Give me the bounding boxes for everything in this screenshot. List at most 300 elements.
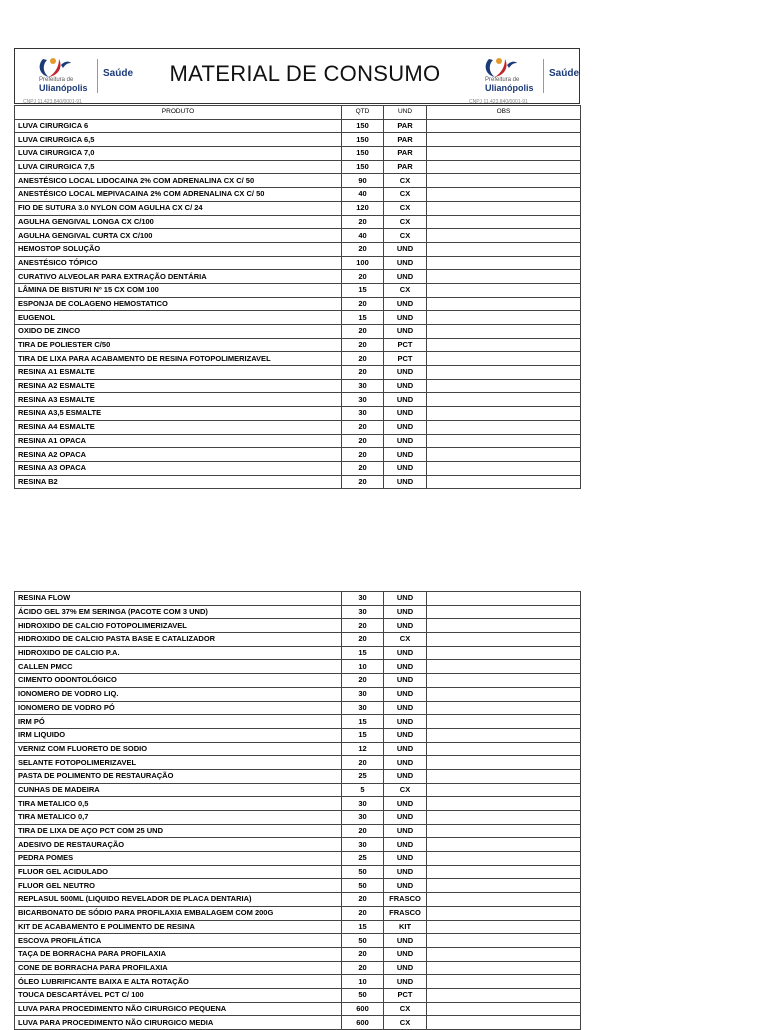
cell-und: UND bbox=[384, 407, 427, 421]
cell-qtd: 20 bbox=[342, 434, 384, 448]
cell-und: UND bbox=[384, 297, 427, 311]
cell-und: UND bbox=[384, 824, 427, 838]
cell-obs bbox=[427, 297, 581, 311]
cell-qtd: 150 bbox=[342, 147, 384, 161]
cell-produto: CALLEN PMCC bbox=[15, 660, 342, 674]
cell-qtd: 20 bbox=[342, 325, 384, 339]
cell-produto: BICARBONATO DE SÓDIO PARA PROFILAXIA EMBALAGEM COM 200G bbox=[15, 906, 342, 920]
cell-und: CX bbox=[384, 1016, 427, 1030]
table-row bbox=[15, 119, 581, 133]
cell-produto: RESINA FLOW bbox=[15, 592, 342, 606]
cell-obs bbox=[427, 975, 581, 989]
table-row bbox=[15, 920, 581, 934]
cell-und: UND bbox=[384, 852, 427, 866]
cell-produto: LUVA PARA PROCEDIMENTO NÃO CIRURGICO PEQUENA bbox=[15, 1002, 342, 1016]
cell-produto: PASTA DE POLIMENTO DE RESTAURAÇÃO bbox=[15, 769, 342, 783]
material-table-1 bbox=[14, 105, 581, 489]
cell-und: UND bbox=[384, 947, 427, 961]
cell-obs bbox=[427, 283, 581, 297]
cell-qtd: 10 bbox=[342, 660, 384, 674]
cell-produto: TIRA DE LIXA PARA ACABAMENTO DE RESINA FOTOPOLIMERIZAVEL bbox=[15, 352, 342, 366]
logo-city: Ulianópolis bbox=[39, 83, 88, 93]
page-title: MATERIAL DE CONSUMO bbox=[169, 61, 441, 86]
cell-obs bbox=[427, 660, 581, 674]
cell-qtd: 30 bbox=[342, 605, 384, 619]
cell-produto: ANESTÉSICO LOCAL LIDOCAINA 2% COM ADRENALINA CX C/ 50 bbox=[15, 174, 342, 188]
cell-qtd: 90 bbox=[342, 174, 384, 188]
cell-qtd: 30 bbox=[342, 379, 384, 393]
table-row bbox=[15, 660, 581, 674]
cell-und: UND bbox=[384, 715, 427, 729]
cell-obs bbox=[427, 256, 581, 270]
cell-produto: OXIDO DE ZINCO bbox=[15, 325, 342, 339]
cell-produto: LUVA CIRURGICA 7,5 bbox=[15, 160, 342, 174]
cell-obs bbox=[427, 961, 581, 975]
table-row bbox=[15, 934, 581, 948]
cell-obs bbox=[427, 934, 581, 948]
cell-qtd: 30 bbox=[342, 811, 384, 825]
cell-produto: HIDROXIDO DE CALCIO PASTA BASE E CATALIZADOR bbox=[15, 633, 342, 647]
table-row bbox=[15, 742, 581, 756]
cell-und: UND bbox=[384, 975, 427, 989]
cell-qtd: 150 bbox=[342, 119, 384, 133]
cell-und: UND bbox=[384, 674, 427, 688]
cell-obs bbox=[427, 865, 581, 879]
cell-und: UND bbox=[384, 797, 427, 811]
cell-produto: RESINA A3 ESMALTE bbox=[15, 393, 342, 407]
table-row bbox=[15, 311, 581, 325]
table-row bbox=[15, 160, 581, 174]
cell-und: CX bbox=[384, 188, 427, 202]
cell-obs bbox=[427, 906, 581, 920]
cell-qtd: 120 bbox=[342, 201, 384, 215]
table-row bbox=[15, 133, 581, 147]
cell-obs bbox=[427, 646, 581, 660]
cell-obs bbox=[427, 242, 581, 256]
table-row bbox=[15, 646, 581, 660]
cell-und: UND bbox=[384, 742, 427, 756]
table-row bbox=[15, 633, 581, 647]
cell-produto: FLUOR GEL NEUTRO bbox=[15, 879, 342, 893]
table-row bbox=[15, 379, 581, 393]
cell-qtd: 20 bbox=[342, 448, 384, 462]
cell-produto: REPLASUL 500ML (LIQUIDO REVELADOR DE PLACA DENTARIA) bbox=[15, 893, 342, 907]
cell-qtd: 20 bbox=[342, 215, 384, 229]
cell-und: UND bbox=[384, 865, 427, 879]
cell-obs bbox=[427, 715, 581, 729]
cell-qtd: 20 bbox=[342, 893, 384, 907]
cell-produto: RESINA A2 OPACA bbox=[15, 448, 342, 462]
cell-qtd: 25 bbox=[342, 852, 384, 866]
cell-produto: RESINA A1 OPACA bbox=[15, 434, 342, 448]
cell-produto: TIRA METALICO 0,5 bbox=[15, 797, 342, 811]
cell-produto: RESINA A3,5 ESMALTE bbox=[15, 407, 342, 421]
cell-produto: LÂMINA DE BISTURI Nº 15 CX COM 100 bbox=[15, 283, 342, 297]
cell-obs bbox=[427, 229, 581, 243]
logo-cnpj: CNPJ 11.423.840/0001-91 bbox=[469, 99, 528, 105]
cell-qtd: 30 bbox=[342, 592, 384, 606]
cell-produto: FLUOR GEL ACIDULADO bbox=[15, 865, 342, 879]
cell-produto: TIRA METALICO 0,7 bbox=[15, 811, 342, 825]
cell-produto: ÁCIDO GEL 37% EM SERINGA (PACOTE COM 3 UND) bbox=[15, 605, 342, 619]
table-row bbox=[15, 461, 581, 475]
cell-und: UND bbox=[384, 811, 427, 825]
column-header-obs: OBS bbox=[427, 106, 581, 120]
cell-produto: SELANTE FOTOPOLIMERIZAVEL bbox=[15, 756, 342, 770]
cell-obs bbox=[427, 407, 581, 421]
cell-obs bbox=[427, 366, 581, 380]
cell-obs bbox=[427, 270, 581, 284]
cell-qtd: 600 bbox=[342, 1002, 384, 1016]
cell-produto: ESPONJA DE COLAGENO HEMOSTATICO bbox=[15, 297, 342, 311]
cell-produto: LUVA CIRURGICA 6 bbox=[15, 119, 342, 133]
cell-und: UND bbox=[384, 475, 427, 489]
prefeitura-emblem-icon bbox=[25, 55, 83, 79]
cell-und: KIT bbox=[384, 920, 427, 934]
cell-produto: KIT DE ACABAMENTO E POLIMENTO DE RESINA bbox=[15, 920, 342, 934]
cell-produto: RESINA A1 ESMALTE bbox=[15, 366, 342, 380]
table-row bbox=[15, 420, 581, 434]
table-row bbox=[15, 687, 581, 701]
cell-qtd: 20 bbox=[342, 674, 384, 688]
cell-obs bbox=[427, 701, 581, 715]
cell-und: CX bbox=[384, 283, 427, 297]
cell-obs bbox=[427, 742, 581, 756]
logo-divider bbox=[543, 59, 544, 93]
table-body bbox=[15, 119, 581, 489]
cell-produto: ANESTÉSICO LOCAL MEPIVACAINA 2% COM ADRENALINA CX C/ 50 bbox=[15, 188, 342, 202]
table-row bbox=[15, 174, 581, 188]
table-row bbox=[15, 715, 581, 729]
table-row bbox=[15, 893, 581, 907]
cell-und: UND bbox=[384, 934, 427, 948]
cell-obs bbox=[427, 797, 581, 811]
cell-und: UND bbox=[384, 646, 427, 660]
logo-prefix: Prefeitura de bbox=[485, 77, 520, 83]
table-row bbox=[15, 393, 581, 407]
table-row bbox=[15, 906, 581, 920]
cell-obs bbox=[427, 674, 581, 688]
cell-produto: LUVA CIRURGICA 6,5 bbox=[15, 133, 342, 147]
cell-qtd: 40 bbox=[342, 229, 384, 243]
cell-qtd: 20 bbox=[342, 633, 384, 647]
cell-obs bbox=[427, 1002, 581, 1016]
table-row bbox=[15, 824, 581, 838]
cell-obs bbox=[427, 188, 581, 202]
table-row bbox=[15, 783, 581, 797]
cell-obs bbox=[427, 592, 581, 606]
cell-und: UND bbox=[384, 366, 427, 380]
table-row bbox=[15, 674, 581, 688]
cell-produto: TOUCA DESCARTÁVEL PCT C/ 100 bbox=[15, 988, 342, 1002]
table-row bbox=[15, 797, 581, 811]
cell-obs bbox=[427, 119, 581, 133]
table-row bbox=[15, 975, 581, 989]
cell-qtd: 30 bbox=[342, 701, 384, 715]
cell-obs bbox=[427, 475, 581, 489]
cell-produto: CONE DE BORRACHA PARA PROFILAXIA bbox=[15, 961, 342, 975]
table-row bbox=[15, 701, 581, 715]
cell-qtd: 20 bbox=[342, 824, 384, 838]
logo-department: Saúde bbox=[549, 68, 580, 79]
cell-obs bbox=[427, 420, 581, 434]
cell-und: CX bbox=[384, 215, 427, 229]
cell-obs bbox=[427, 352, 581, 366]
cell-und: PCT bbox=[384, 338, 427, 352]
cell-obs bbox=[427, 947, 581, 961]
table-row bbox=[15, 1002, 581, 1016]
cell-obs bbox=[427, 893, 581, 907]
cell-und: UND bbox=[384, 242, 427, 256]
cell-produto: FIO DE SUTURA 3.0 NYLON COM AGULHA CX C/ 24 bbox=[15, 201, 342, 215]
cell-obs bbox=[427, 379, 581, 393]
cell-produto: CUNHAS DE MADEIRA bbox=[15, 783, 342, 797]
table-row bbox=[15, 947, 581, 961]
logo-department: Saúde bbox=[103, 68, 134, 79]
table-row bbox=[15, 592, 581, 606]
cell-obs bbox=[427, 133, 581, 147]
cell-qtd: 15 bbox=[342, 728, 384, 742]
table-row bbox=[15, 297, 581, 311]
cell-qtd: 20 bbox=[342, 420, 384, 434]
cell-und: FRASCO bbox=[384, 893, 427, 907]
cell-obs bbox=[427, 633, 581, 647]
cell-obs bbox=[427, 325, 581, 339]
cell-obs bbox=[427, 619, 581, 633]
cell-und: PAR bbox=[384, 160, 427, 174]
table-row bbox=[15, 852, 581, 866]
cell-qtd: 30 bbox=[342, 838, 384, 852]
cell-produto: LUVA CIRURGICA 7,0 bbox=[15, 147, 342, 161]
cell-und: UND bbox=[384, 605, 427, 619]
table-row bbox=[15, 366, 581, 380]
cell-und: FRASCO bbox=[384, 906, 427, 920]
cell-und: UND bbox=[384, 961, 427, 975]
cell-produto: RESINA A3 OPACA bbox=[15, 461, 342, 475]
cell-und: UND bbox=[384, 687, 427, 701]
cell-qtd: 20 bbox=[342, 947, 384, 961]
cell-obs bbox=[427, 434, 581, 448]
cell-und: UND bbox=[384, 448, 427, 462]
cell-qtd: 30 bbox=[342, 797, 384, 811]
cell-qtd: 150 bbox=[342, 160, 384, 174]
cell-qtd: 5 bbox=[342, 783, 384, 797]
cell-qtd: 20 bbox=[342, 366, 384, 380]
cell-qtd: 50 bbox=[342, 879, 384, 893]
cell-obs bbox=[427, 1016, 581, 1030]
cell-produto: ESCOVA PROFILÁTICA bbox=[15, 934, 342, 948]
cell-obs bbox=[427, 311, 581, 325]
cell-qtd: 600 bbox=[342, 1016, 384, 1030]
cell-qtd: 20 bbox=[342, 242, 384, 256]
logo-cnpj: CNPJ 11.423.840/0001-91 bbox=[23, 99, 82, 105]
cell-qtd: 50 bbox=[342, 865, 384, 879]
table-row bbox=[15, 256, 581, 270]
cell-obs bbox=[427, 201, 581, 215]
prefeitura-logo-right bbox=[465, 53, 583, 105]
table-row bbox=[15, 338, 581, 352]
cell-produto: HIDROXIDO DE CALCIO FOTOPOLIMERIZAVEL bbox=[15, 619, 342, 633]
cell-produto: TIRA DE LIXA DE AÇO PCT COM 25 UND bbox=[15, 824, 342, 838]
cell-produto: AGULHA GENGIVAL LONGA CX C/100 bbox=[15, 215, 342, 229]
cell-qtd: 50 bbox=[342, 988, 384, 1002]
cell-und: CX bbox=[384, 174, 427, 188]
cell-und: UND bbox=[384, 769, 427, 783]
cell-und: UND bbox=[384, 838, 427, 852]
table-row bbox=[15, 619, 581, 633]
cell-obs bbox=[427, 338, 581, 352]
cell-und: UND bbox=[384, 728, 427, 742]
table-body bbox=[15, 592, 581, 1030]
cell-produto: RESINA B2 bbox=[15, 475, 342, 489]
cell-obs bbox=[427, 605, 581, 619]
cell-obs bbox=[427, 811, 581, 825]
cell-obs bbox=[427, 393, 581, 407]
table-row bbox=[15, 270, 581, 284]
cell-produto: ANESTÉSICO TÓPICO bbox=[15, 256, 342, 270]
cell-qtd: 10 bbox=[342, 975, 384, 989]
column-header-und: UND bbox=[384, 106, 427, 120]
column-header-qtd: QTD bbox=[342, 106, 384, 120]
cell-obs bbox=[427, 852, 581, 866]
table-row bbox=[15, 769, 581, 783]
cell-obs bbox=[427, 920, 581, 934]
cell-obs bbox=[427, 728, 581, 742]
table-row bbox=[15, 811, 581, 825]
cell-obs bbox=[427, 838, 581, 852]
table-row bbox=[15, 201, 581, 215]
cell-und: UND bbox=[384, 270, 427, 284]
table-row bbox=[15, 434, 581, 448]
cell-obs bbox=[427, 147, 581, 161]
cell-und: UND bbox=[384, 701, 427, 715]
cell-und: PCT bbox=[384, 988, 427, 1002]
cell-qtd: 50 bbox=[342, 934, 384, 948]
cell-qtd: 20 bbox=[342, 961, 384, 975]
cell-produto: RESINA A4 ESMALTE bbox=[15, 420, 342, 434]
table-row bbox=[15, 407, 581, 421]
cell-und: UND bbox=[384, 393, 427, 407]
cell-produto: LUVA PARA PROCEDIMENTO NÃO CIRURGICO MEDIA bbox=[15, 1016, 342, 1030]
cell-und: UND bbox=[384, 420, 427, 434]
table-row bbox=[15, 325, 581, 339]
cell-und: UND bbox=[384, 879, 427, 893]
cell-und: UND bbox=[384, 756, 427, 770]
material-table-2 bbox=[14, 591, 581, 1030]
cell-und: UND bbox=[384, 325, 427, 339]
table-row bbox=[15, 352, 581, 366]
cell-qtd: 15 bbox=[342, 283, 384, 297]
cell-qtd: 20 bbox=[342, 352, 384, 366]
table-row bbox=[15, 728, 581, 742]
cell-produto: TAÇA DE BORRACHA PARA PROFILAXIA bbox=[15, 947, 342, 961]
cell-qtd: 30 bbox=[342, 393, 384, 407]
cell-und: CX bbox=[384, 1002, 427, 1016]
prefeitura-logo-left bbox=[19, 53, 137, 105]
cell-obs bbox=[427, 769, 581, 783]
cell-und: UND bbox=[384, 461, 427, 475]
cell-qtd: 20 bbox=[342, 475, 384, 489]
document-header bbox=[14, 48, 580, 104]
cell-und: PAR bbox=[384, 133, 427, 147]
cell-produto: IRM PÓ bbox=[15, 715, 342, 729]
cell-obs bbox=[427, 879, 581, 893]
table-row bbox=[15, 448, 581, 462]
table-header-row bbox=[15, 106, 581, 120]
cell-qtd: 12 bbox=[342, 742, 384, 756]
table-row bbox=[15, 879, 581, 893]
table-row bbox=[15, 147, 581, 161]
cell-produto: AGULHA GENGIVAL CURTA CX C/100 bbox=[15, 229, 342, 243]
cell-qtd: 20 bbox=[342, 297, 384, 311]
cell-und: CX bbox=[384, 201, 427, 215]
cell-und: UND bbox=[384, 434, 427, 448]
cell-und: UND bbox=[384, 660, 427, 674]
table-row bbox=[15, 475, 581, 489]
logo-divider bbox=[97, 59, 98, 93]
cell-obs bbox=[427, 160, 581, 174]
cell-qtd: 150 bbox=[342, 133, 384, 147]
cell-produto: RESINA A2 ESMALTE bbox=[15, 379, 342, 393]
cell-qtd: 30 bbox=[342, 407, 384, 421]
cell-qtd: 20 bbox=[342, 756, 384, 770]
cell-produto: CIMENTO ODONTOLÓGICO bbox=[15, 674, 342, 688]
table-row bbox=[15, 838, 581, 852]
column-header-produto: PRODUTO bbox=[15, 106, 342, 120]
cell-produto: TIRA DE POLIESTER C/50 bbox=[15, 338, 342, 352]
table-row bbox=[15, 605, 581, 619]
cell-produto: IONOMERO DE VODRO LIQ. bbox=[15, 687, 342, 701]
cell-und: UND bbox=[384, 619, 427, 633]
cell-produto: ADESIVO DE RESTAURAÇÃO bbox=[15, 838, 342, 852]
prefeitura-emblem-icon bbox=[471, 55, 529, 79]
cell-und: UND bbox=[384, 379, 427, 393]
cell-obs bbox=[427, 687, 581, 701]
cell-obs bbox=[427, 448, 581, 462]
cell-obs bbox=[427, 824, 581, 838]
cell-produto: HIDROXIDO DE CALCIO P.A. bbox=[15, 646, 342, 660]
cell-qtd: 20 bbox=[342, 906, 384, 920]
table-row bbox=[15, 188, 581, 202]
cell-und: CX bbox=[384, 633, 427, 647]
table-row bbox=[15, 961, 581, 975]
logo-prefix: Prefeitura de bbox=[39, 77, 74, 83]
cell-obs bbox=[427, 215, 581, 229]
cell-und: CX bbox=[384, 229, 427, 243]
cell-qtd: 15 bbox=[342, 715, 384, 729]
cell-qtd: 40 bbox=[342, 188, 384, 202]
cell-und: CX bbox=[384, 783, 427, 797]
cell-obs bbox=[427, 783, 581, 797]
cell-produto: VERNIZ COM FLUORETO DE SODIO bbox=[15, 742, 342, 756]
table-row bbox=[15, 1016, 581, 1030]
table-row bbox=[15, 242, 581, 256]
cell-und: UND bbox=[384, 311, 427, 325]
cell-und: UND bbox=[384, 592, 427, 606]
cell-obs bbox=[427, 461, 581, 475]
table-row bbox=[15, 988, 581, 1002]
cell-qtd: 15 bbox=[342, 311, 384, 325]
table-row bbox=[15, 756, 581, 770]
cell-produto: IRM LIQUIDO bbox=[15, 728, 342, 742]
cell-produto: PEDRA POMES bbox=[15, 852, 342, 866]
cell-obs bbox=[427, 988, 581, 1002]
cell-qtd: 20 bbox=[342, 461, 384, 475]
cell-und: PAR bbox=[384, 119, 427, 133]
cell-und: PAR bbox=[384, 147, 427, 161]
cell-obs bbox=[427, 174, 581, 188]
cell-und: PCT bbox=[384, 352, 427, 366]
